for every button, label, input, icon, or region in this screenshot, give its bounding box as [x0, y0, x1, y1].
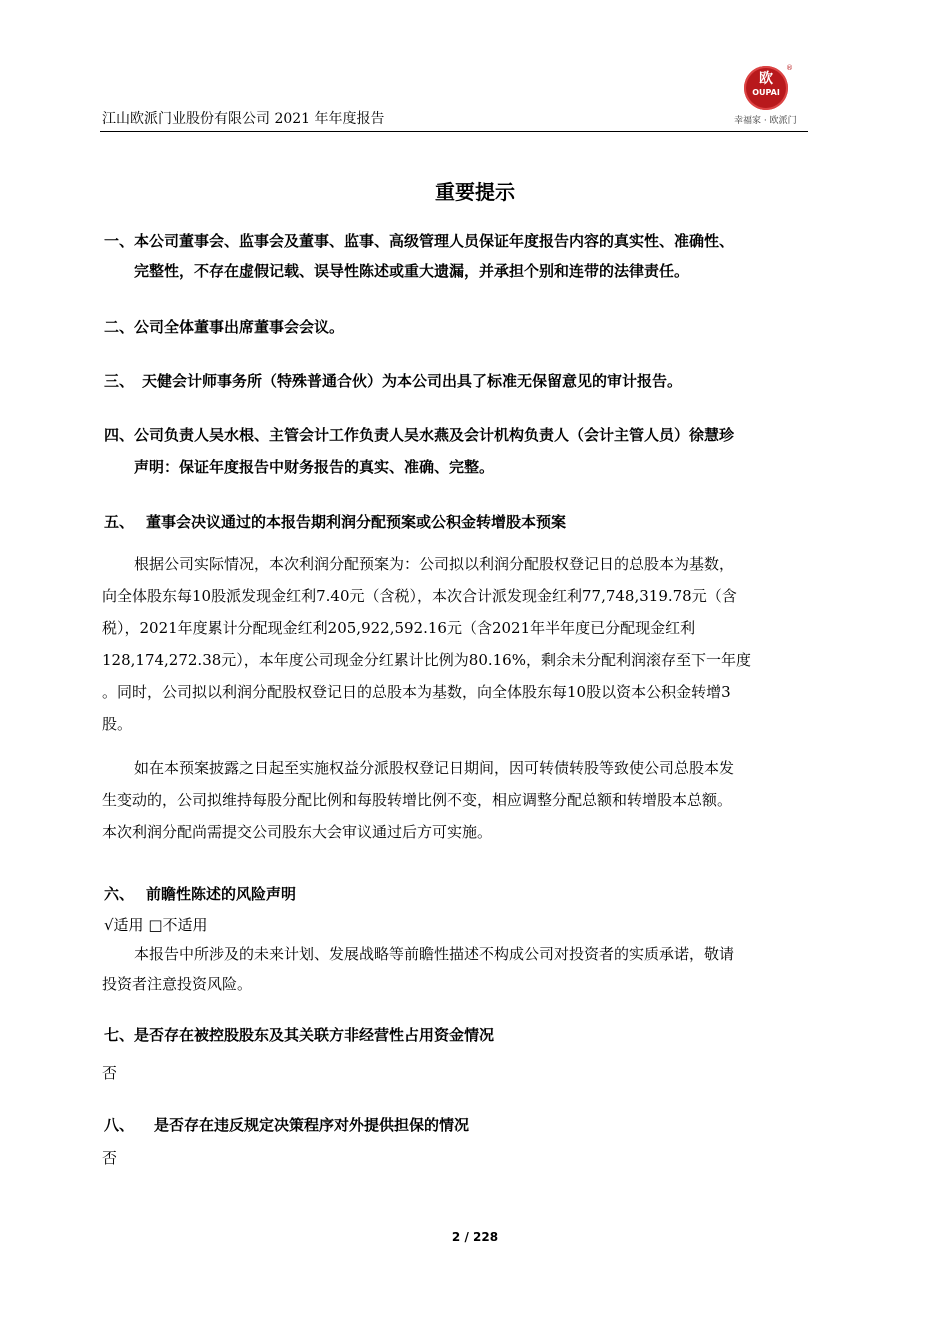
- page-title: 重要提示: [435, 180, 515, 204]
- section-5-heading: 五、 董事会决议通过的本报告期利润分配预案或公积金转增股本预案: [104, 513, 567, 531]
- section-1-heading-cont: 完整性，不存在虚假记载、误导性陈述或重大遗漏，并承担个别和连带的法律责任。: [134, 262, 690, 280]
- applicability-options: √适用 □不适用: [104, 916, 208, 934]
- header-divider: [100, 131, 808, 132]
- section-5-para-2-line: 生变动的，公司拟维持每股分配比例和每股转增比例不变，相应调整分配总额和转增股本总额。: [102, 791, 733, 809]
- logo-slogan: 幸福家 · 欧派门: [734, 116, 797, 126]
- section-5-para-1-line: 向全体股东每10股派发现金红利7.40元（含税），本次合计派发现金红利77,748,319.78元（含: [102, 587, 737, 605]
- section-3-heading: 三、 天健会计师事务所（特殊普通合伙）为本公司出具了标准无保留意见的审计报告。: [104, 372, 683, 390]
- section-5-para-1-line: 根据公司实际情况，本次利润分配预案为：公司拟以利润分配股权登记日的总股本为基数，: [134, 555, 735, 573]
- section-5-para-1-line: 股。: [102, 715, 133, 733]
- section-6-heading: 六、 前瞻性陈述的风险声明: [104, 885, 297, 903]
- section-7-answer: 否: [102, 1064, 118, 1082]
- header-company-report: 江山欧派门业股份有限公司 2021 年年度报告: [102, 111, 385, 127]
- section-5-para-1-line: 税），2021年度累计分配现金红利205,922,592.16元（含2021年半年度已分配现金红利: [102, 619, 696, 637]
- section-8-answer: 否: [102, 1149, 118, 1167]
- company-logo: 欧 OUPAI ® 幸福家 · 欧派门: [734, 64, 797, 126]
- section-5-para-2-line: 如在本预案披露之日起至实施权益分派股权登记日期间，因可转债转股等致使公司总股本发: [134, 759, 735, 777]
- section-6-para-line: 投资者注意投资风险。: [102, 975, 253, 993]
- page-number: 2 / 228: [451, 1230, 499, 1244]
- logo-emblem: 欧 OUPAI: [744, 66, 788, 110]
- section-4-heading: 四、公司负责人吴水根、主管会计工作负责人吴水燕及会计机构负责人（会计主管人员）徐慧珍: [104, 426, 735, 444]
- section-4-heading-cont: 声明：保证年度报告中财务报告的真实、准确、完整。: [134, 458, 495, 476]
- section-2-heading: 二、公司全体董事出席董事会会议。: [104, 318, 345, 336]
- section-8-heading: 八、 是否存在违反规定决策程序对外提供担保的情况: [104, 1116, 470, 1134]
- section-1-heading: 一、本公司董事会、监事会及董事、监事、高级管理人员保证年度报告内容的真实性、准确性、: [104, 232, 735, 250]
- section-5-para-1-line: 。同时，公司拟以利润分配股权登记日的总股本为基数，向全体股东每10股以资本公积金转增3: [102, 683, 731, 701]
- section-5-para-1-line: 128,174,272.38元），本年度公司现金分红累计比例为80.16%，剩余未分配利润滚存至下一年度: [102, 651, 751, 669]
- section-7-heading: 七、是否存在被控股股东及其关联方非经营性占用资金情况: [104, 1026, 495, 1044]
- section-5-para-2-line: 本次利润分配尚需提交公司股东大会审议通过后方可实施。: [102, 823, 493, 841]
- section-6-para-line: 本报告中所涉及的未来计划、发展战略等前瞻性描述不构成公司对投资者的实质承诺，敬请: [134, 945, 735, 963]
